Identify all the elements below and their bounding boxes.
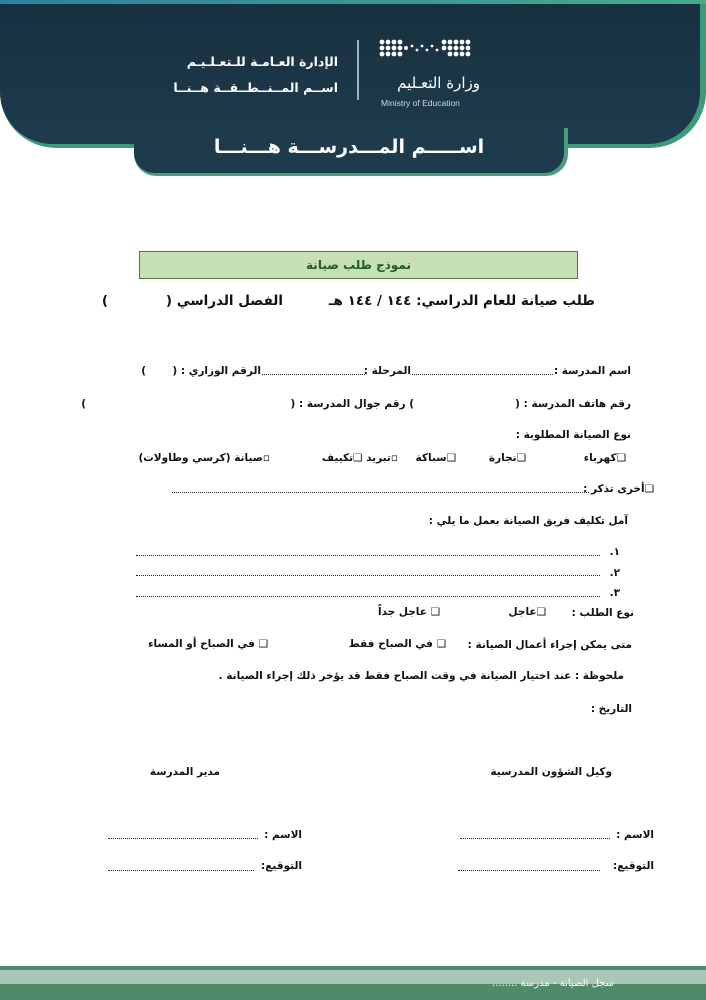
semester-label: الفصل الدراسي ( [165,293,283,309]
item-1-field[interactable] [136,555,600,556]
header-banner [0,0,700,144]
type-cooling-checkbox[interactable]: ▫تبريد ❑تكييف [321,452,398,464]
principal-title: مدير المدرسة [149,766,220,778]
school-name: اســـــم المـــدرســـة هـــنـــا [213,136,485,158]
header-top-line [0,0,706,4]
school-mobile-label: ) رقم جوال المدرسة : ( [290,398,414,410]
agent-name-label: الاسم : [616,829,654,841]
item-3-field[interactable] [136,596,600,597]
school-phone-label: رقم هاتف المدرسة : ( [515,398,631,410]
school-name-field[interactable] [412,374,553,375]
semester-close: ) [101,293,108,309]
priority-very-urgent-checkbox[interactable]: ❑ عاجل جداً [377,606,440,618]
item-3-number: ٣. [609,587,620,599]
request-priority-label: نوع الطلب : [571,607,634,619]
type-plumbing-checkbox[interactable]: ❑سباكة [415,452,456,464]
note-text: ملحوظة : عند اختيار الصيانة في وقت الصباح فقط قد يؤخر ذلك إجراء الصيانة . [218,670,624,682]
agent-title: وكيل الشؤون المدرسية [490,766,612,778]
type-electricity-checkbox[interactable]: ❑كهرباء [583,452,626,464]
ministry-number-close: ) [141,365,146,377]
type-furniture-checkbox[interactable]: ▫صيانة (كرسي وطاولات) [138,452,270,464]
item-2-number: ٢. [609,567,620,579]
stage-label: المرحلة : [363,365,411,377]
footer-text: سجل الصيانة - مدرسة ........ [491,978,614,989]
ministry-name-arabic: وزارة التعـليم [397,74,480,92]
maintenance-types-heading: نوع الصيانة المطلوبة : [515,429,631,441]
stage-field[interactable] [262,374,365,375]
ministry-number-label: الرقم الوزاري : ( [172,365,261,377]
school-mobile-close: ) [81,398,86,410]
agent-name-field[interactable] [460,838,610,839]
timing-any-checkbox[interactable]: ❑ في الصباح أو المساء [148,638,268,650]
form-title: نموذج طلب صيانة [306,258,411,272]
date-label: التاريخ : [590,703,632,715]
agent-signature-field[interactable] [458,870,600,871]
type-other-field[interactable] [172,492,589,493]
request-intro: آمل تكليف فريق الصيانة بعمل ما يلي : [428,515,628,527]
maintenance-timing-label: متى يمكن إجراء أعمال الصيانة : [467,639,632,651]
org-line-1: الإدارة العـامـة للـتعـلـيـم [186,54,338,69]
principal-signature-label: التوقيع: [261,860,302,872]
org-line-2: اســم المــنــطــقــة هــنــا [173,80,338,95]
academic-year-line: طلب صيانة للعام الدراسي: ١٤٤ / ١٤٤ هـ [328,293,595,309]
ministry-logo-icon [374,36,478,72]
principal-name-field[interactable] [108,838,258,839]
principal-signature-field[interactable] [108,870,254,871]
timing-morning-checkbox[interactable]: ❑ في الصباح فقط [348,638,446,650]
type-other-checkbox[interactable]: ❑أخرى تذكر : [583,483,654,495]
item-1-number: ١. [609,546,620,558]
school-name-label: اسم المدرسة : [553,365,631,377]
principal-name-label: الاسم : [264,829,302,841]
type-carpentry-checkbox[interactable]: ❑نجارة [488,452,526,464]
agent-signature-label: التوقيع: [613,860,654,872]
header-divider [357,40,359,100]
ministry-name-english: Ministry of Education [381,98,460,108]
item-2-field[interactable] [136,575,600,576]
priority-urgent-checkbox[interactable]: ❑عاجل [508,606,546,618]
